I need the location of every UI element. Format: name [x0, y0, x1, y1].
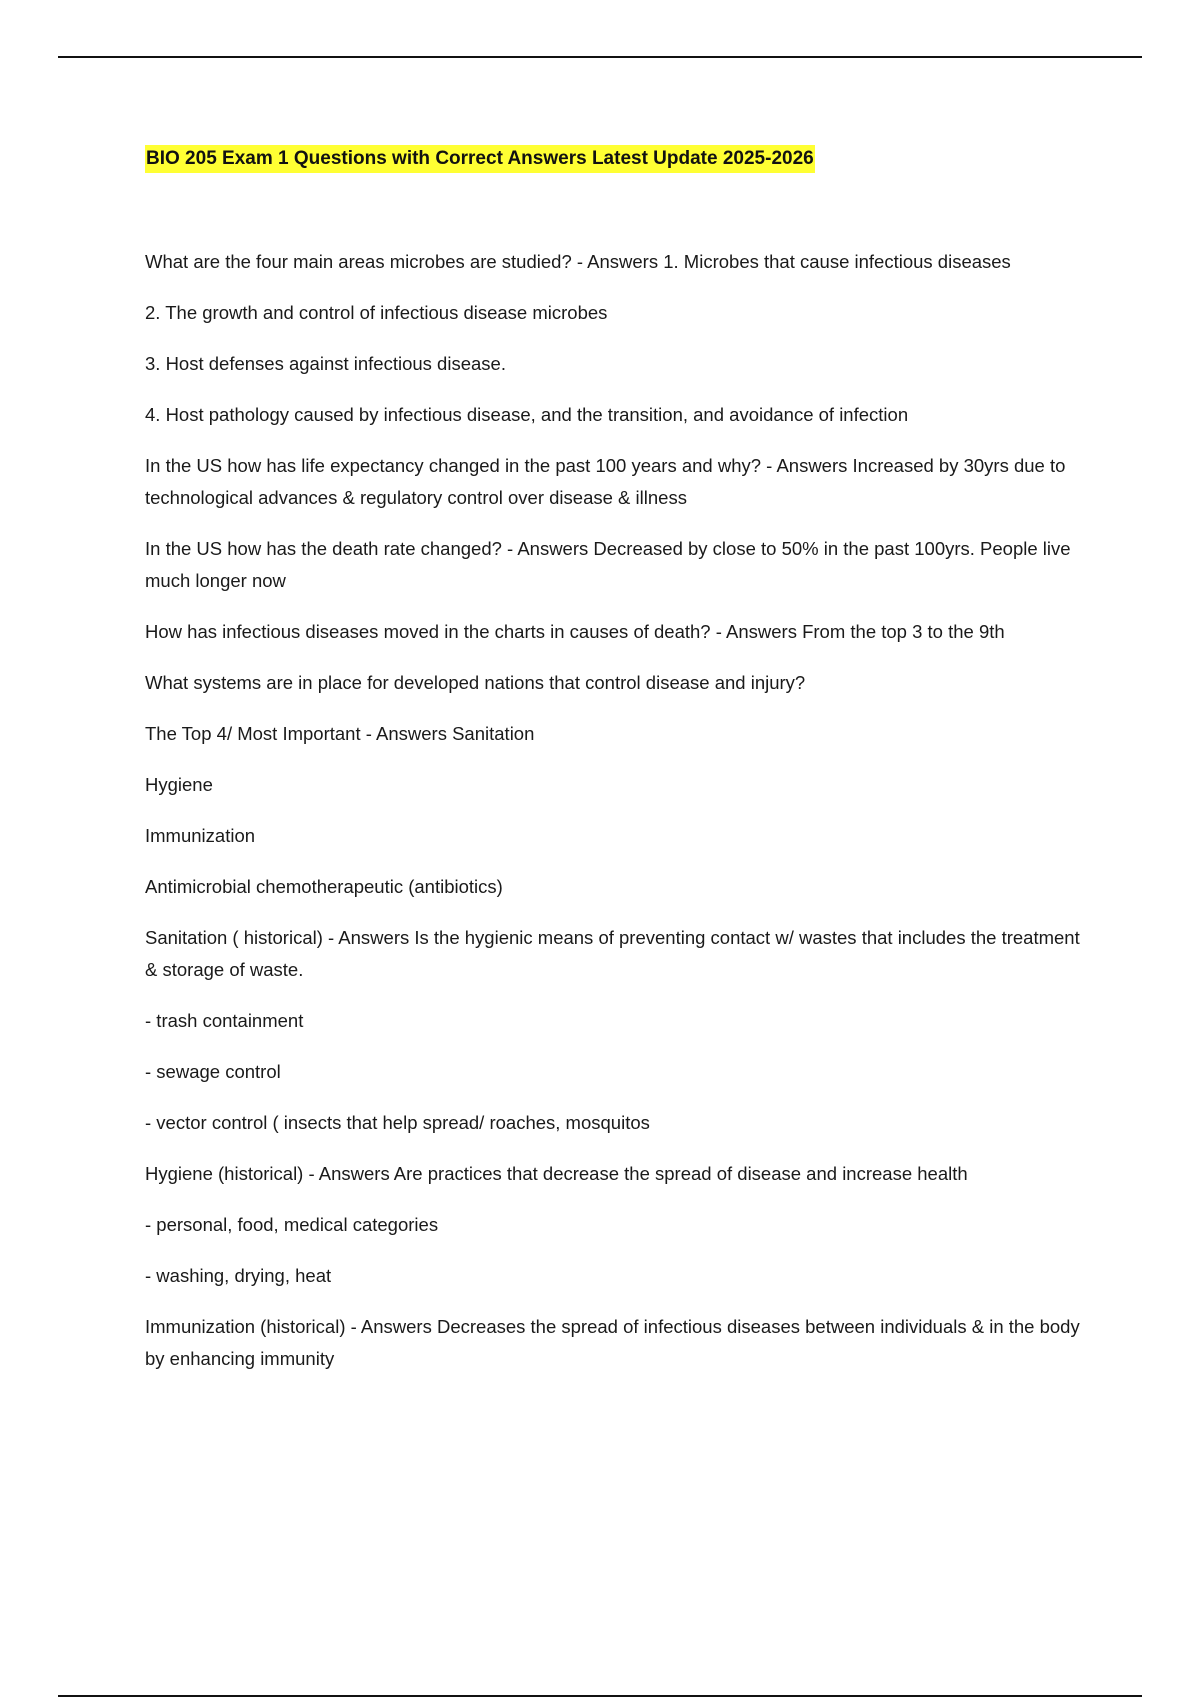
top-divider: [58, 56, 1142, 58]
paragraph: Immunization (historical) - Answers Decreases the spread of infectious diseases between individuals & in the body by enhancing immunity: [145, 1316, 1080, 1369]
paragraph: The Top 4/ Most Important - Answers Sanitation: [145, 723, 535, 744]
paragraph: Hygiene (historical) - Answers Are practices that decrease the spread of disease and increase health: [145, 1163, 968, 1184]
paragraph: 2. The growth and control of infectious disease microbes: [145, 302, 608, 323]
bottom-divider: [58, 1695, 1142, 1697]
paragraph: In the US how has the death rate changed? - Answers Decreased by close to 50% in the past 100yrs. People live much longer now: [145, 538, 1071, 591]
paragraph: How has infectious diseases moved in the charts in causes of death? - Answers From the top 3 to the 9th: [145, 621, 1005, 642]
paragraph: Sanitation ( historical) - Answers Is the hygienic means of preventing contact w/ wastes that includes the treatment & storage of waste.: [145, 927, 1080, 980]
document-title: BIO 205 Exam 1 Questions with Correct Answers Latest Update 2025-2026: [145, 145, 815, 173]
paragraph: 3. Host defenses against infectious disease.: [145, 353, 506, 374]
paragraph: In the US how has life expectancy changed in the past 100 years and why? - Answers Increased by 30yrs due to technological advances & regulatory control over disease & illness: [145, 455, 1066, 508]
paragraph: 4. Host pathology caused by infectious disease, and the transition, and avoidance of infection: [145, 404, 909, 425]
paragraph: - vector control ( insects that help spread/ roaches, mosquitos: [145, 1112, 650, 1133]
document-title-container: [145, 145, 815, 175]
paragraph: Immunization: [145, 825, 256, 846]
paragraph: What are the four main areas microbes are studied? - Answers 1. Microbes that cause infectious diseases: [145, 251, 1011, 272]
paragraph: Hygiene: [145, 774, 213, 795]
paragraph: - trash containment: [145, 1010, 304, 1031]
paragraph: What systems are in place for developed nations that control disease and injury?: [145, 672, 806, 693]
paragraph: Antimicrobial chemotherapeutic (antibiotics): [145, 876, 503, 897]
document-body: [145, 246, 1095, 1394]
paragraph: - personal, food, medical categories: [145, 1214, 439, 1235]
paragraph: - washing, drying, heat: [145, 1265, 332, 1286]
paragraph: - sewage control: [145, 1061, 281, 1082]
